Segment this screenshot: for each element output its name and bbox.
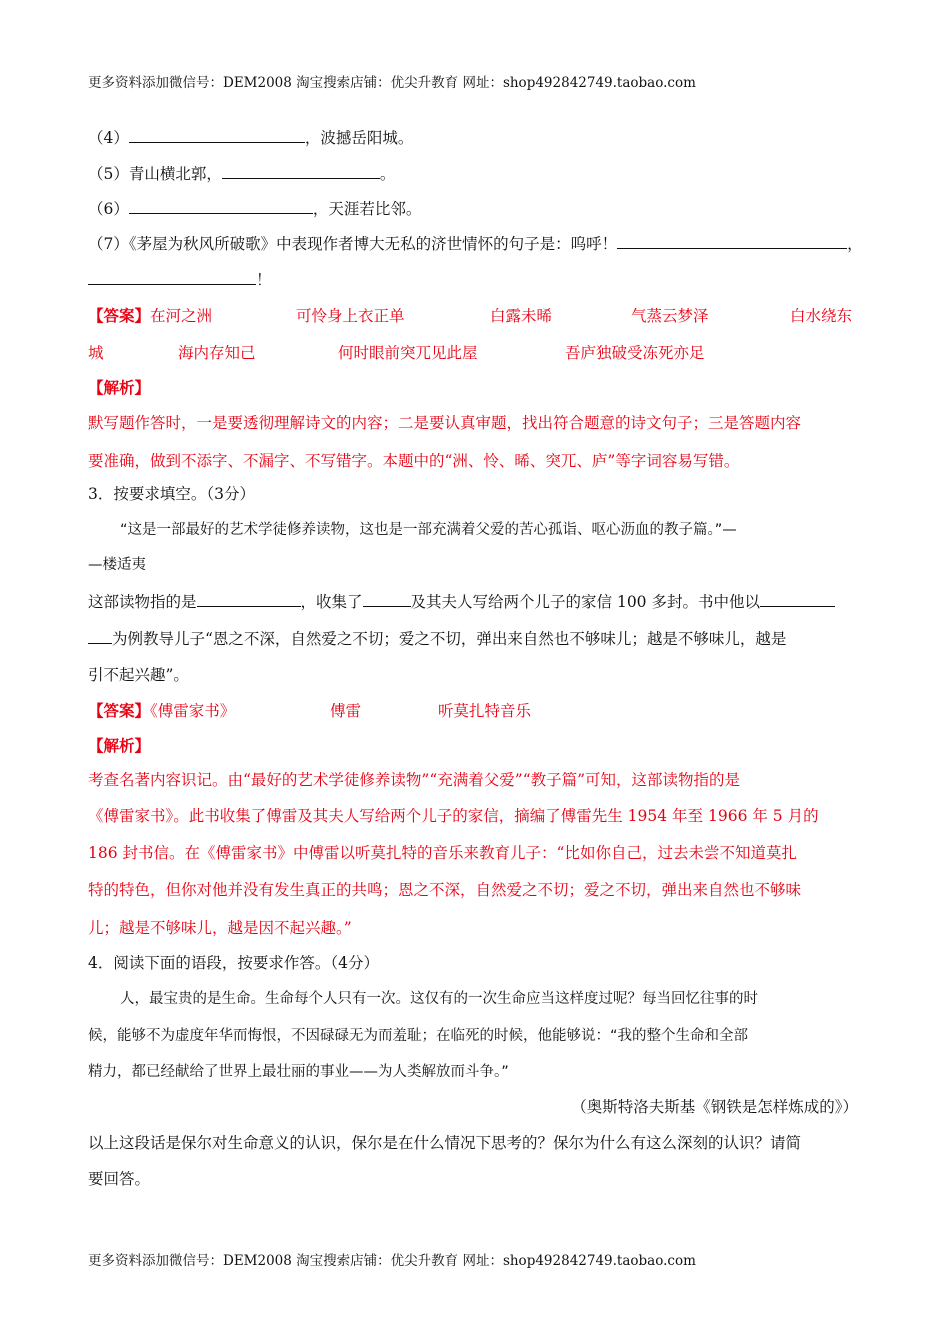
analysis-label: 【解析】 [88, 378, 151, 397]
answer-blank[interactable] [222, 164, 380, 179]
analysis-text: 186 封书信。在《傅雷家书》中傅雷以听莫扎特的音乐来教育儿子：“比如你自己，过去未尝不知道莫扎 [88, 844, 797, 862]
q3-title: 3．按要求填空。（3分） [88, 485, 255, 503]
analysis-label: 【解析】 [88, 736, 151, 755]
q3-body-line: 为例教导儿子“恩之不深，自然爱之不切；爱之不切，弹出来自然也不够味儿；越是不够味儿，越是 [88, 629, 786, 649]
answer-item: 白水绕东 [790, 307, 853, 325]
q4-passage: 精力，都已经献给了世界上最壮丽的事业——为人类解放而斗争。” [88, 1064, 509, 1080]
analysis-text: 考查名著内容识记。由“最好的艺术学徒修养读物”“充满着父爱”“教子篇”可知，这部读物指的是 [88, 771, 741, 789]
answer-item: 城 [88, 344, 104, 362]
q2-item-7-cont: ！ [88, 270, 272, 290]
answer-item: 何时眼前突兀见此屋 [338, 344, 478, 362]
answer-item: 海内存知己 [178, 344, 256, 362]
page-header: 更多资料添加微信号：DEM2008 淘宝搜索店铺：优尖升教育 网址：shop492842749.taobao.com [88, 75, 696, 91]
answer-item: 可怜身上衣正单 [296, 307, 405, 325]
answer-blank[interactable] [197, 592, 301, 607]
page-footer: 更多资料添加微信号：DEM2008 淘宝搜索店铺：优尖升教育 网址：shop492842749.taobao.com [88, 1253, 696, 1269]
q4-passage: 人，最宝贵的是生命。生命每个人只有一次。这仅有的一次生命应当这样度过呢？每当回忆往事的时 [120, 991, 758, 1007]
q4-title: 4．阅读下面的语段，按要求作答。（4分） [88, 954, 379, 972]
answer-item: 吾庐独破受冻死亦足 [565, 344, 705, 362]
answer-item: 傅雷 [330, 702, 362, 720]
analysis-text: 默写题作答时，一是要透彻理解诗文的内容；二是要认真审题，找出符合题意的诗文句子；三是答题内容 [88, 414, 802, 432]
analysis-text: 特的特色，但你对他并没有发生真正的共鸣；恩之不深，自然爱之不切；爱之不切，弹出来自然也不够味 [88, 881, 802, 899]
q4-passage: 候，能够不为虚度年华而悔恨，不因碌碌无为而羞耻；在临死的时候，他能够说：“我的整个生命和全部 [88, 1028, 749, 1044]
q2-item-5: （5）青山横北郭， 。 [88, 165, 396, 183]
answer-item: 白露未晞 [490, 307, 553, 325]
q3-body-line: 引不起兴趣”。 [88, 666, 189, 684]
q4-question-cont: 要回答。 [88, 1170, 151, 1188]
q3-quote-cont: —楼适夷 [88, 557, 146, 573]
q4-question: 以上这段话是保尔对生命意义的认识，保尔是在什么情况下思考的？保尔为什么有这么深刻的认识？请简 [88, 1134, 802, 1152]
answer-item: 气蒸云梦泽 [631, 307, 709, 325]
answer-line: 【答案】在河之洲 [88, 306, 213, 325]
q3-body-line: 这部读物指的是 ，收集了 及其夫人写给两个儿子的家信 100 多封。书中他以 [88, 592, 835, 612]
answer-item: 听莫扎特音乐 [438, 702, 532, 720]
analysis-text: 要准确，做到不添字、不漏字、不写错字。本题中的“洲、怜、晞、突兀、庐”等字词容易写错。 [88, 452, 740, 470]
answer-blank[interactable] [88, 629, 112, 644]
answer-blank[interactable] [617, 234, 847, 249]
answer-blank[interactable] [760, 592, 835, 607]
answer-blank[interactable] [363, 592, 411, 607]
q2-item-4: （4） ，波撼岳阳城。 [88, 129, 414, 147]
q2-item-7: （7）《茅屋为秋风所破歌》中表现作者博大无私的济世情怀的句子是：呜呼！ ， [88, 235, 863, 253]
analysis-text: 《傅雷家书》。此书收集了傅雷及其夫人写给两个儿子的家信，摘编了傅雷先生 1954 年至 1966 年 5 月的 [88, 807, 819, 825]
answer-blank[interactable] [129, 128, 305, 143]
answer-blank[interactable] [88, 270, 256, 285]
q4-source: （奥斯特洛夫斯基《钢铁是怎样炼成的》） [571, 1098, 858, 1116]
analysis-text: 儿；越是不够味儿，越是因不起兴趣。” [88, 919, 352, 937]
answer-blank[interactable] [129, 199, 313, 214]
answer-line: 【答案】《傅雷家书》 [88, 701, 236, 720]
q3-quote: “这是一部最好的艺术学徒修养读物，这也是一部充满着父爱的苦心孤诣、呕心沥血的教子篇。”— [120, 522, 737, 538]
q2-item-6: （6） ，天涯若比邻。 [88, 200, 422, 218]
